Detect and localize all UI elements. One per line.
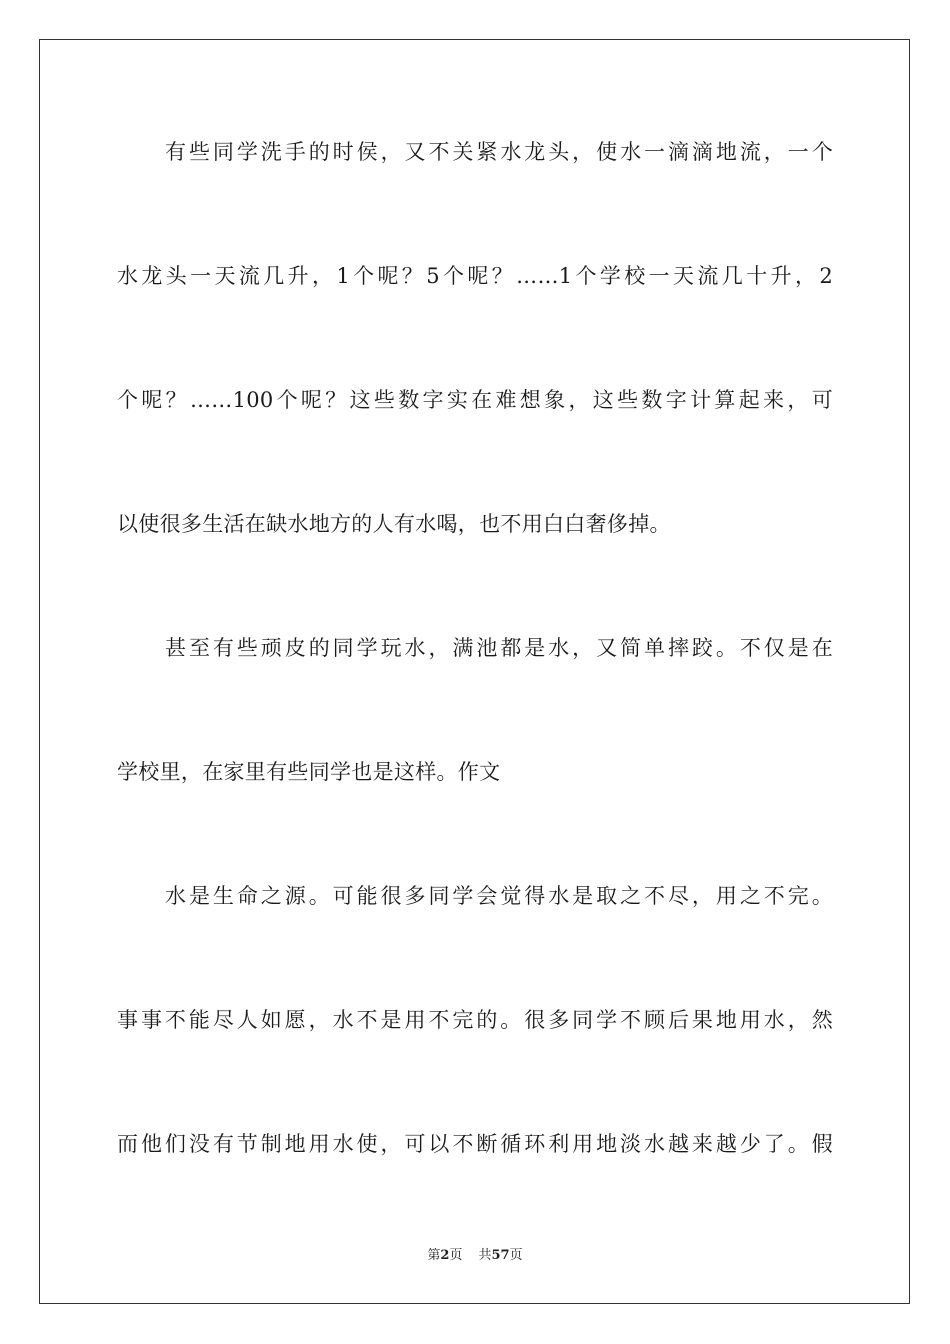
footer-prefix: 第 [427,1248,441,1263]
text-line-6: 学校里，在家里有些同学也是这样。作文 [117,760,501,784]
page-footer [0,1247,950,1265]
text-line-5: 甚至有些顽皮的同学玩水，满池都是水，又简单摔跤。不仅是在 [165,636,833,660]
total-pages-number: 57 [491,1248,510,1263]
text-line-1: 有些同学洗手的时侯，又不关紧水龙头，使水一滴滴地流，一个 [165,140,833,164]
text-line-3: 个呢？……100个呢？这些数字实在难想象，这些数字计算起来，可 [117,388,833,412]
text-line-2: 水龙头一天流几升，1个呢？5个呢？……1个学校一天流几十升，2 [117,264,833,288]
page-border [39,39,910,1304]
current-page-number: 2 [440,1248,450,1263]
footer-page-suffix: 页 [449,1248,463,1263]
text-line-8: 事事不能尽人如愿，水不是用不完的。很多同学不顾后果地用水，然 [117,1008,833,1032]
text-line-9: 而他们没有节制地用水使，可以不断循环利用地淡水越来越少了。假 [117,1132,833,1156]
footer-total-prefix: 共 [478,1248,492,1263]
footer-total-suffix: 页 [509,1248,523,1263]
text-line-7: 水是生命之源。可能很多同学会觉得水是取之不尽，用之不完。 [165,884,833,908]
text-line-4: 以使很多生活在缺水地方的人有水喝，也不用白白奢侈掉。 [117,512,671,536]
